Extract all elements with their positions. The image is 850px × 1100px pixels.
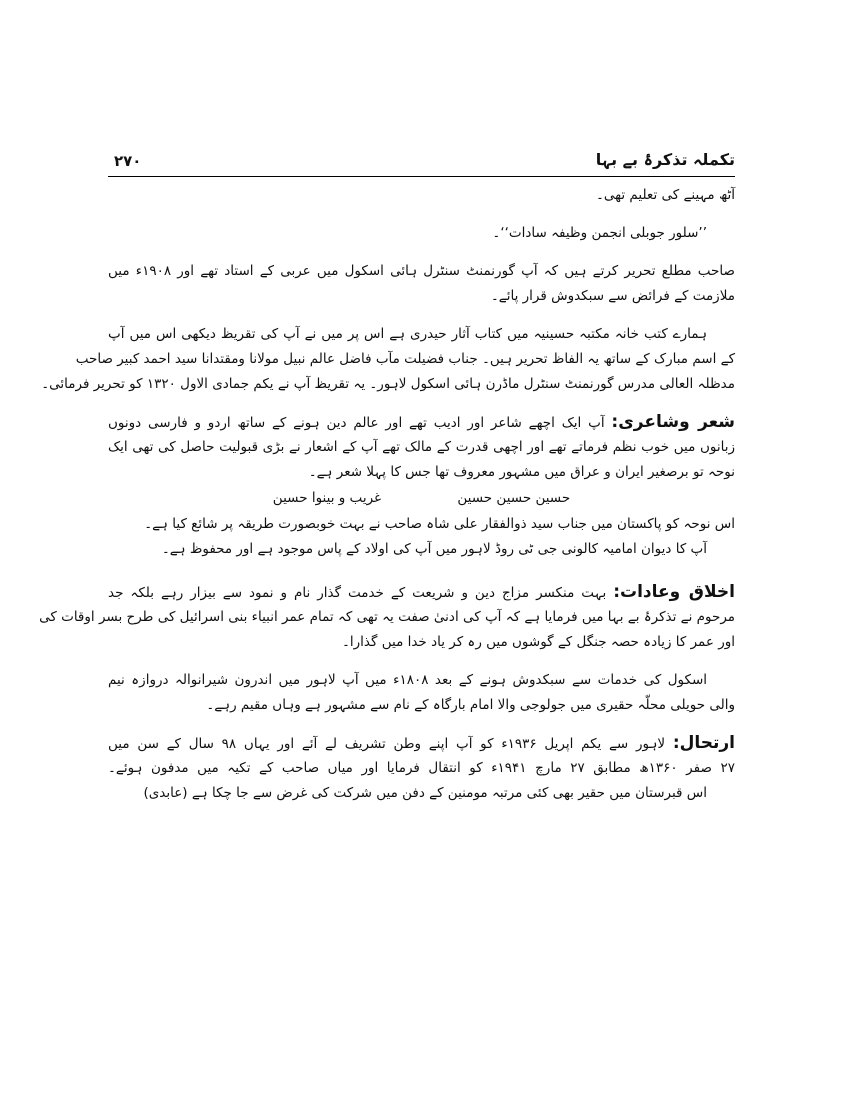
paragraph-line: آٹھ مہینے کی تعلیم تھی۔ — [595, 187, 735, 203]
paragraph-line: اور عمر کا زیادہ حصہ جنگل کے گوشوں میں رہ کر یاد خدا میں گذارا۔ — [341, 634, 735, 650]
paragraph-line: ملازمت کے فرائض سے سبکدوش قرار پائے۔ — [490, 288, 735, 304]
section-line — [108, 731, 735, 756]
paragraph-line: اس قبرستان میں حقیر بھی کئی مرتبہ مومنین کے دفن میں شرکت کی غرض سے جا چکا ہے (عابدی) — [143, 785, 707, 801]
couplet — [108, 485, 735, 512]
paragraph-line: آپ کا دیوان امامیہ کالونی جی ٹی روڈ لاہور میں آپ کی اولاد کے پاس موجود ہے اور محفوظ ہے۔ — [161, 541, 707, 557]
paragraph-line: صاحب مطلع تحریر کرتے ہیں کہ آپ گورنمنٹ سنٹرل ہائی اسکول میں عربی کے استاد تھے اور ۱۹۰۸ء میں — [108, 263, 735, 279]
paragraph-line: اس نوحہ کو پاکستان میں جناب سید ذوالفقار علی شاہ صاحب نے بہت خوبصورت طریقہ پر شائع کیا ہے۔ — [144, 516, 735, 532]
couplet-hemistich-first: حسین حسین حسین — [457, 490, 571, 506]
page-number: ۲۷۰ — [114, 152, 142, 170]
page-body — [39, 183, 736, 806]
paragraph-line: مرحوم نے تذکرۂ بے بہا میں فرمایا ہے کہ آپ کی ادنیٰ صفت یہ تھی کہ تمام عمر انبیاء بنی اسرائیل کی طرح بسر اوقات کی — [39, 609, 735, 625]
section-heading-poetry: شعر وشاعری: — [611, 412, 735, 432]
couplet-hemistich-second: غریب و بینوا حسین — [272, 490, 382, 506]
paragraph-line: نوحہ تو برصغیر ایران و عراق میں مشہور معروف تھا جس کا پہلا شعر ہے۔ — [308, 464, 735, 480]
section-line — [108, 410, 735, 435]
section-line — [108, 580, 735, 605]
paragraph-line: ۲۷ صفر ۱۳۶۰ھ مطابق ۲۷ مارچ ۱۹۴۱ء کو انتقال فرمایا اور میاں صاحب کے تکیہ میں مدفون ہوئے۔ — [108, 760, 735, 776]
paragraph-line: اسکول کی خدمات سے سبکدوش ہونے کے بعد ۱۸۰۸ء میں آپ لاہور میں اندرون شیرانوالہ دروازہ نیم — [108, 672, 708, 688]
paragraph-line: کے اسم مبارک کے ساتھ یہ الفاظ تحریر ہیں۔ جناب فضیلت مآب فاضل عالم نبیل مولانا ومقتدانا سید احمد کبیر صاحب — [75, 351, 735, 367]
paragraph-line: زبانوں میں خوب نظم فرماتے تھے اور اچھی قدرت کے مالک تھے آپ کے اشعار نے بڑی قبولیت حاصل کی تھی ایک — [108, 439, 735, 455]
section-heading-death: ارتحال: — [672, 733, 736, 753]
paragraph-text: آپ ایک اچھے شاعر اور ادیب تھے اور عالم دین ہونے کے ساتھ اردو و فارسی دونوں — [108, 415, 605, 431]
paragraph-text: لاہور سے یکم اپریل ۱۹۳۶ء کو آپ اپنے وطن تشریف لے آئے اور یہاں ۹۸ سال کے سن میں — [108, 736, 666, 752]
running-title: تکملہ تذکرۂ بے بہا — [595, 150, 735, 169]
section-heading-manners: اخلاق وعادات: — [613, 582, 735, 602]
paragraph-text: بہت منکسر مزاج دین و شریعت کے خدمت گذار نام و نمود سے بیزار رہے بلکہ جد — [108, 585, 607, 601]
paragraph-line: مدظلہ العالی مدرس گورنمنٹ سنٹرل ماڈرن ہائی اسکول لاہور۔ یہ تقریظ آپ نے یکم جمادی الاول ۱۳۲۰ کو تحریر فرمائی۔ — [41, 376, 735, 392]
paragraph-line: ’’سلور جوبلی انجمن وظیفہ سادات‘‘۔ — [492, 225, 707, 241]
paragraph-line: والی حویلی محلّہ حقیری میں جولوجی والا امام بارگاہ کے نام سے مشہور ہے وہاں مقیم رہے۔ — [206, 697, 735, 713]
page-header — [108, 150, 735, 177]
paragraph-line: ہمارے کتب خانہ مکتبہ حسینیہ میں کتاب آثار حیدری ہے اس پر میں نے آپ کی تقریظ دیکھی اس میں آپ — [108, 326, 707, 342]
